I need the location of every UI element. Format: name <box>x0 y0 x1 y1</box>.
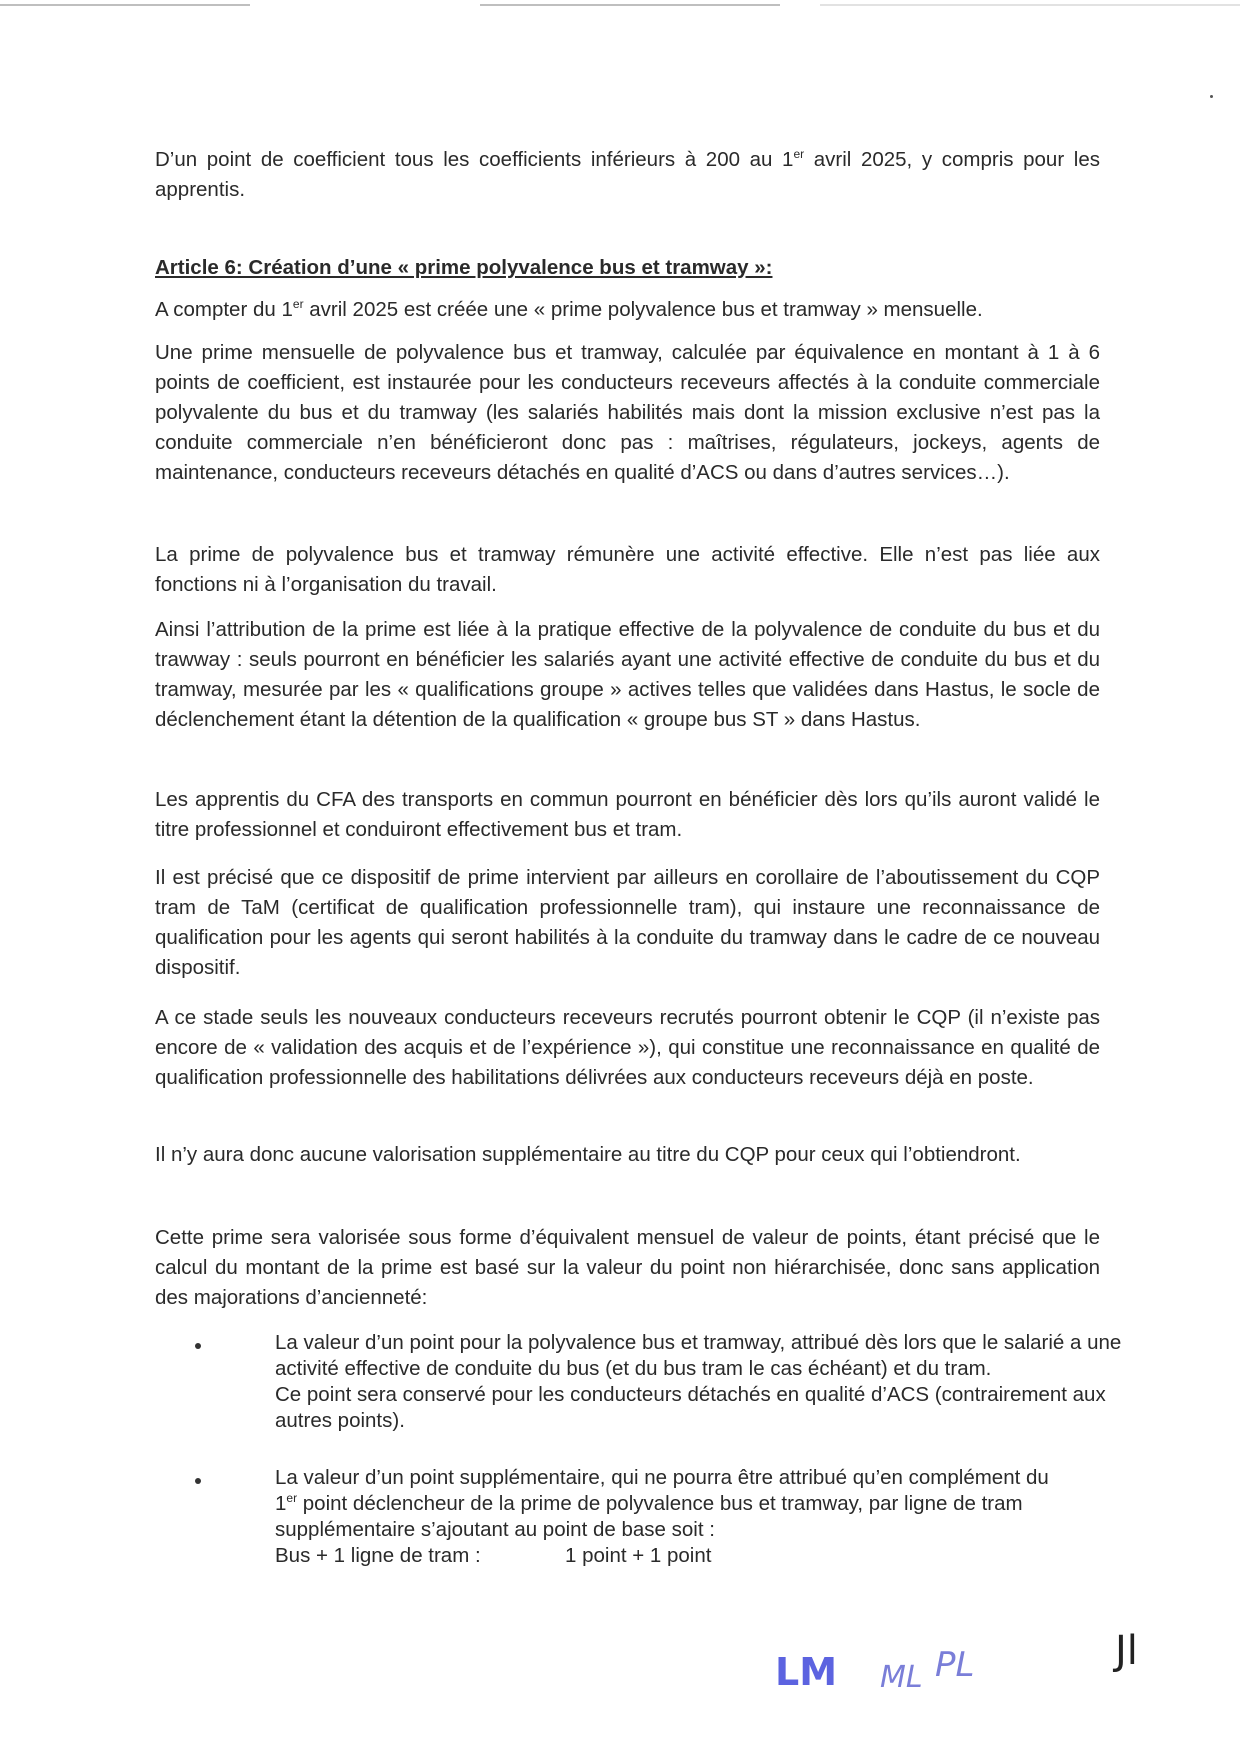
bullet-2-line1: La valeur d’un point supplémentaire, qui ne pourra être attribué qu’en complément du <box>275 1466 1049 1489</box>
handwritten-initials-pl: PL <box>935 1645 975 1685</box>
bullet-1-text <box>275 1330 1140 1434</box>
points-row-label: Bus + 1 ligne de tram : <box>275 1544 481 1567</box>
handwritten-initials-lm: LM <box>775 1650 838 1694</box>
bullet-2-line2: point déclencheur de la prime de polyvalence bus et tramway, par ligne de tram supplémentaire s’ajoutant au point de base soit : <box>275 1492 1023 1541</box>
paragraph-2: Une prime mensuelle de polyvalence bus et tramway, calculée par équivalence en montant à 1 à 6 points de coefficient, est instaurée pour les conducteurs receveurs affectés à la conduite commerciale polyvalente du bus et du tramway (les salariés habilités mais dont la mission exclusive n’est pas la conduite commerciale n’en bénéficieront donc pas : maîtrises, régulateurs, jockeys, agents de maintenance, conducteurs receveurs détachés en qualité d’ACS ou dans d’autres services…). <box>155 341 1100 484</box>
bullet-1-line1: La valeur d’un point pour la polyvalence bus et tramway, attribué dès lors que le salarié a une activité effective de conduite du bus (et du bus tram le cas échéant) et du tram. <box>275 1331 1122 1380</box>
bullet-dot-icon <box>195 1478 201 1484</box>
paragraph-4: Ainsi l’attribution de la prime est liée à la pratique effective de la polyvalence de conduite du bus et du trawway : seuls pourront en bénéficier les salariés ayant une activité effective de conduite du bus et du tramway, mesurée par les « qualifications groupe » actives telles que validées dans Hastus, le socle de déclenchement étant la détention de la qualification « groupe bus ST » dans Hastus. <box>155 618 1100 731</box>
intro-text-cont: avril 2025, y compris pour les apprentis. <box>155 148 1100 201</box>
p1-text-cont: avril 2025 est créée une « prime polyvalence bus et tramway » mensuelle. <box>303 298 983 321</box>
paragraph-3: La prime de polyvalence bus et tramway rémunère une activité effective. Elle n’est pas liée aux fonctions ni à l’organisation du travail. <box>155 543 1100 596</box>
superscript: er <box>793 147 805 161</box>
intro-paragraph <box>155 145 1100 205</box>
article-heading: Article 6: Création d’une « prime polyvalence bus et tramway »: <box>155 256 773 279</box>
paragraph-5: Les apprentis du CFA des transports en commun pourront en bénéficier dès lors qu’ils auront validé le titre professionnel et conduiront effectivement bus et tram. <box>155 788 1100 841</box>
bullet-dot-icon <box>195 1343 201 1349</box>
handwritten-initials-ml: ML <box>880 1660 923 1695</box>
paragraph-1 <box>155 295 1100 325</box>
paragraph-8: Il n’y aura donc aucune valorisation supplémentaire au titre du CQP pour ceux qui l’obtiendront. <box>155 1143 1021 1166</box>
scan-speck <box>1210 95 1213 98</box>
scan-artifact-top <box>0 4 1240 10</box>
intro-text: D’un point de coefficient tous les coefficients inférieurs à 200 au 1 <box>155 148 794 171</box>
handwritten-initials-jl: Jl <box>1115 1628 1138 1674</box>
p1-text: A compter du 1 <box>155 298 293 321</box>
paragraph-6: Il est précisé que ce dispositif de prime intervient par ailleurs en corollaire de l’aboutissement du CQP tram de TaM (certificat de qualification professionnelle tram), qui instaure une reconnaissance de qualification pour les agents qui seront habilités à la conduite du tramway dans le cadre de ce nouveau dispositif. <box>155 866 1100 979</box>
superscript: er <box>286 1491 298 1505</box>
ordinal-number: 1 <box>275 1492 287 1515</box>
paragraph-7: A ce stade seuls les nouveaux conducteurs receveurs recrutés pourront obtenir le CQP (il n’existe pas encore de « validation des acquis et de l’expérience »), qui constitue une reconnaissance en qualité de qualification professionnelle des habilitations délivrées aux conducteurs receveurs déjà en poste. <box>155 1006 1100 1089</box>
bullet-1-line2: Ce point sera conservé pour les conducteurs détachés en qualité d’ACS (contrairement aux autres points). <box>275 1383 1106 1432</box>
superscript: er <box>292 297 304 311</box>
paragraph-9: Cette prime sera valorisée sous forme d’équivalent mensuel de valeur de points, étant précisé que le calcul du montant de la prime est basé sur la valeur du point non hiérarchisée, donc sans application des majorations d’ancienneté: <box>155 1226 1100 1309</box>
points-row <box>275 1543 1140 1569</box>
bullet-2-text <box>275 1465 1140 1569</box>
points-row-value: 1 point + 1 point <box>565 1544 712 1567</box>
